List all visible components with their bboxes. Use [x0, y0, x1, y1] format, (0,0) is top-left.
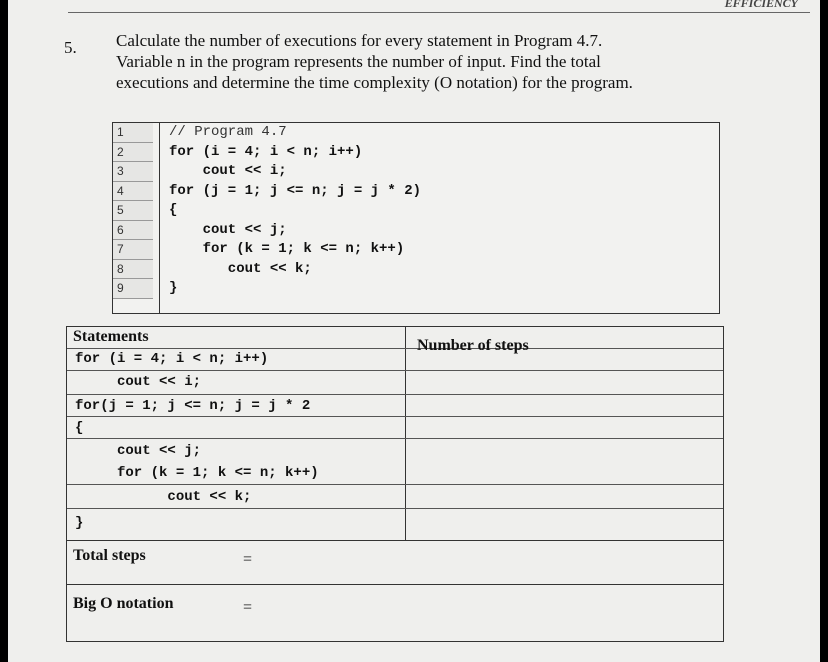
statements-header: Statements: [73, 328, 149, 345]
program-code-box: [112, 122, 720, 314]
table-row: [67, 439, 723, 461]
question-line: executions and determine the time complexity (O notation) for the program.: [116, 73, 633, 92]
line-number: 6: [113, 221, 153, 241]
total-steps-row: [67, 541, 723, 585]
question-line: Variable n in the program represents the number of input. Find the total: [116, 52, 601, 71]
line-number-column: [113, 123, 160, 313]
line-number: 2: [113, 143, 153, 163]
code-line: cout << j;: [169, 221, 287, 238]
line-number: 4: [113, 182, 153, 202]
table-row: [67, 461, 723, 485]
line-number: 5: [113, 201, 153, 221]
table-header-row: [67, 327, 723, 354]
code-line: // Program 4.7: [169, 124, 287, 140]
steps-table: [66, 326, 724, 642]
code-line: cout << i;: [169, 163, 287, 179]
statement-cell: cout << i;: [75, 374, 202, 390]
statement-cell: for (i = 4; i < n; i++): [75, 351, 269, 367]
big-o-label: Big O notation: [73, 595, 174, 612]
line-number: 7: [113, 240, 153, 260]
line-number: 1: [113, 123, 153, 143]
worksheet-page: [8, 0, 820, 662]
statement-cell: cout << k;: [75, 489, 252, 505]
header-tag: EFFICIENCY: [724, 0, 798, 10]
statement-cell: {: [75, 420, 84, 436]
total-steps-label: Total steps: [73, 547, 146, 564]
line-number: 8: [113, 260, 153, 280]
code-lines: [169, 123, 421, 299]
total-steps-equals: =: [243, 551, 253, 568]
statement-cell: for(j = 1; j <= n; j = j * 2: [75, 398, 311, 414]
code-line: for (i = 4; i < n; i++): [169, 143, 363, 160]
code-line: for (j = 1; j <= n; j = j * 2): [169, 182, 422, 199]
table-row: [67, 349, 723, 371]
question-text: [116, 30, 706, 93]
table-row: [67, 509, 723, 541]
table-row: [67, 371, 723, 395]
statement-cell: }: [75, 515, 84, 531]
big-o-row: [67, 585, 723, 641]
code-line: {: [169, 202, 178, 218]
table-row: [67, 485, 723, 509]
code-line: cout << k;: [169, 260, 312, 277]
header-rule: [68, 12, 810, 13]
question-number: 5.: [64, 38, 77, 57]
question-line: Calculate the number of executions for every statement in Program 4.7.: [116, 31, 603, 50]
code-line: }: [169, 280, 178, 296]
statement-cell: for (k = 1; k <= n; k++): [75, 465, 319, 481]
number-of-steps-header: Number of steps: [417, 337, 529, 354]
line-number: 3: [113, 162, 153, 182]
table-row: [67, 395, 723, 417]
code-line: for (k = 1; k <= n; k++): [169, 241, 405, 257]
table-row: [67, 417, 723, 439]
line-number: 9: [113, 279, 153, 299]
big-o-equals: =: [243, 599, 253, 616]
statement-cell: cout << j;: [75, 443, 202, 459]
